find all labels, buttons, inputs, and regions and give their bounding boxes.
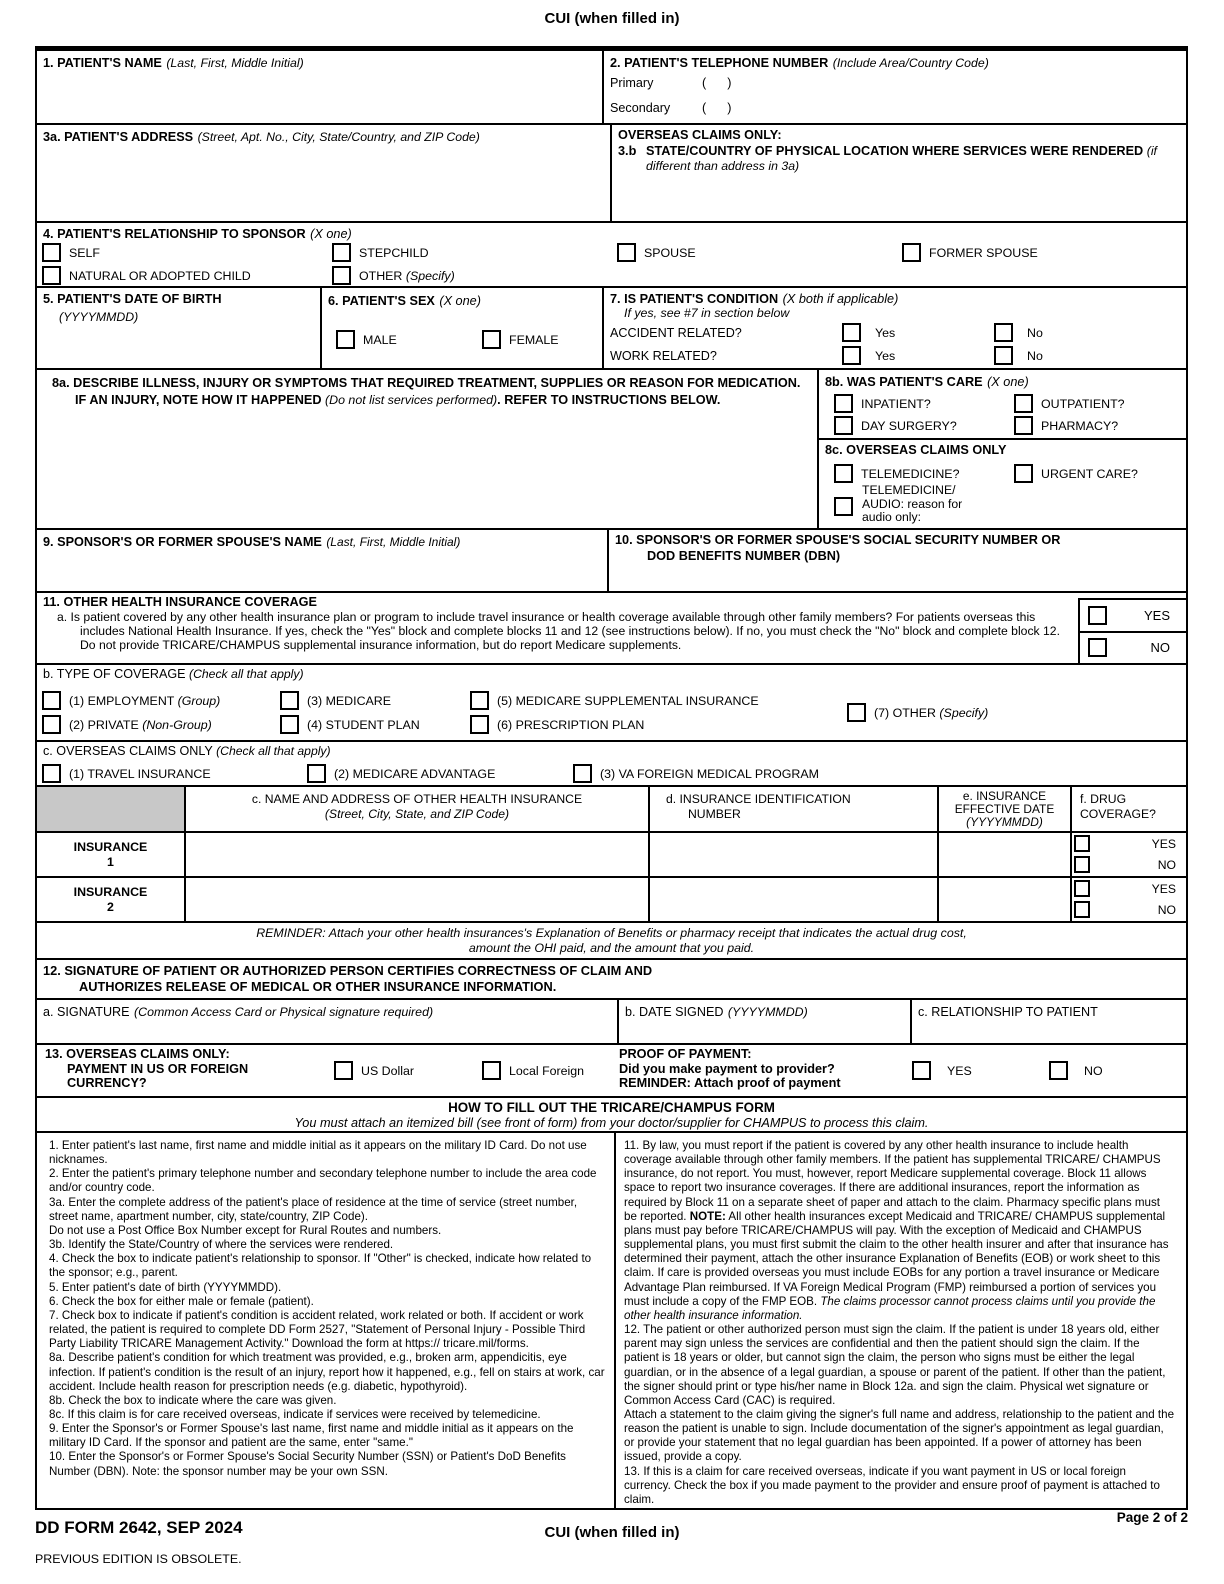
female-checkbox[interactable] [482, 330, 501, 349]
option-us-dollar[interactable] [334, 1061, 414, 1080]
block7-hint: (X both if applicable) [782, 292, 899, 306]
insurance-1-drug-yes-option[interactable] [1072, 833, 1186, 854]
option-student-plan[interactable] [280, 715, 420, 734]
patient-telephone-field[interactable] [602, 51, 1186, 123]
instruction-paragraph: 10. Enter the Sponsor's or Former Spouse's Social Security Number (SSN) or Patient's DoD Benefits Number (DBN). Note: the sponsor number may be your own SSN. [49, 1450, 566, 1478]
instruction-paragraph: 12. The patient or other authorized person must sign the claim. If the patient is under 18 years old, either parent may sign unless the services are confidential and then the patient should sign the claim. If the patient is 18 years or older, but cannot sign the claim, the person who signs must be either the legal guardian, or in the absence of a legal guardian, a spouse or parent of the patient. If other than the patient, the signer should print or type his/her name in Block 12a. and sign the claim. Physical wet signature or Common Access Card (CAC) is required. [624, 1323, 1166, 1407]
option-pharmacy[interactable] [1014, 416, 1118, 435]
how-to-title: HOW TO FILL OUT THE TRICARE/CHAMPUS FORM [448, 1100, 775, 1115]
col-header-name-address: c. NAME AND ADDRESS OF OTHER HEALTH INSURANCE (Street, City, State, and ZIP Code) [184, 787, 648, 831]
instruction-paragraph: 9. Enter the Sponsor's or Former Spouse's last name, first name and middle initial as it appears on the military ID Card. If the sponsor and patient are the same, enter "same." [49, 1422, 574, 1450]
form-id: DD FORM 2642, SEP 2024 [35, 1518, 243, 1537]
instruction-paragraph: 4. Check the box to indicate patient's relationship to sponsor. If "Other" is checked, indicate how related to the sponsor; e.g., parent. [49, 1252, 592, 1280]
block1-hint: (Last, First, Middle Initial) [166, 56, 304, 70]
telemedicine-audio-checkbox[interactable] [834, 497, 853, 516]
primary-paren: ( ) [702, 76, 732, 90]
urgent-care-checkbox[interactable] [1014, 464, 1033, 483]
primary-phone-line[interactable] [610, 76, 731, 90]
col-header-insurance-id: d. INSURANCE IDENTIFICATION NUMBER [648, 787, 937, 831]
patient-sex-cell [320, 288, 602, 368]
accident-yes-checkbox[interactable] [842, 323, 861, 342]
other-relationship-label: OTHER (Specify) [359, 268, 455, 283]
instruction-paragraph: 11. By law, you must report if the patient is covered by any other health insurance to include health coverage available through other family members. If the patient has supplemental TRICARE/ CHAMPUS insurance, do not report. You must, however, report Medicare supplemental coverage. Block 11 allows space to report two insurance coverages. If there are additional insurances, report the information as required by Block 11 on a separate sheet of paper and attach to the claim. Pharmacy specific plans must be reported. NOTE: All other health insurances except Medicaid and TRICARE/ CHAMPUS supplemental plans must pay before TRICARE/CHAMPUS will pay. With the exception of Medicaid and CHAMPUS supplemental plans, you must first submit the claim to the other health insurer and after that insurance has determined their payment, attach the other insurance Explanation of Benefits (EOB) or work sheet to this claim. If care is provided overseas you must include EOBs for any portion a travel insurance or Medicare Advantage Plan reimbursed. If VA Foreign Medical Program (FMP) reimbursed a portion of services you must include a copy of the FMP EOB. The claims processor cannot process claims until you provide the other health insurance information. [624, 1139, 1169, 1322]
insurance-2-drug-yes-option[interactable] [1072, 878, 1186, 899]
option-male[interactable] [336, 330, 397, 349]
student-plan-checkbox[interactable] [280, 715, 299, 734]
row-4-relationship [37, 221, 1186, 286]
block12-line1: 12. SIGNATURE OF PATIENT OR AUTHORIZED PERSON CERTIFIES CORRECTNESS OF CLAIM AND [43, 963, 653, 978]
payment-no-option[interactable] [1049, 1061, 1103, 1080]
block1-label: 1. PATIENT'S NAME [43, 56, 162, 70]
insurance-2-id-field[interactable] [648, 878, 937, 921]
col-header-effective-date: e. INSURANCE EFFECTIVE DATE (YYYYMMDD) [937, 787, 1070, 831]
date-signed-field[interactable] [617, 1000, 910, 1043]
va-foreign-medical-checkbox[interactable] [573, 764, 592, 783]
sponsor-ssn-field[interactable] [607, 530, 1186, 591]
instruction-paragraph: 1. Enter patient's last name, first name and middle initial as it appears on the military ID Card. Do not use nicknames. [49, 1139, 587, 1167]
insurance-1-drug-yes-checkbox[interactable] [1074, 835, 1090, 852]
row-11a [37, 591, 1186, 663]
medicare-supplemental-checkbox[interactable] [470, 691, 489, 710]
option-employment[interactable] [42, 691, 220, 710]
relationship-to-patient-field[interactable] [910, 1000, 1186, 1043]
block4-label: 4. PATIENT'S RELATIONSHIP TO SPONSOR [43, 227, 306, 241]
insurance-1-name-address-field[interactable] [184, 833, 648, 876]
ohi-yes-label: YES [1143, 607, 1170, 623]
signature-field[interactable] [37, 1000, 617, 1043]
reminder-row [37, 921, 1186, 958]
block3b-number: 3.b [618, 143, 637, 158]
option-medicare[interactable] [280, 691, 391, 710]
instruction-paragraph: 3b. Identify the State/Country of where the services were rendered. [49, 1238, 394, 1252]
payment-yes-checkbox[interactable] [912, 1061, 931, 1080]
option-medicare-advantage[interactable] [307, 764, 495, 783]
other-coverage-checkbox[interactable] [847, 703, 866, 722]
us-dollar-checkbox[interactable] [334, 1061, 353, 1080]
private-checkbox[interactable] [42, 715, 61, 734]
work-yes-checkbox[interactable] [842, 346, 861, 365]
block2-label: 2. PATIENT'S TELEPHONE NUMBER [610, 56, 829, 70]
block11b-hint: (Check all that apply) [189, 667, 304, 681]
medicare-advantage-checkbox[interactable] [307, 764, 326, 783]
insurance-1-drug-no-checkbox[interactable] [1074, 856, 1090, 873]
medicare-supplemental-label: (5) MEDICARE SUPPLEMENTAL INSURANCE [497, 693, 759, 708]
instruction-paragraph: 8a. Describe patient's condition for which treatment was provided, e.g., broken arm, appendicitis, eye infection. If patient's condition is the result of an injury, report how it happened, e.g., fell on stairs at work, car accident. Include health reason for prescription needs (e.g. diabetic, hypothyroid). [49, 1351, 605, 1393]
accident-yes-label: Yes [875, 325, 896, 340]
overseas-location-field[interactable] [610, 125, 1186, 221]
spouse-checkbox[interactable] [617, 243, 636, 262]
row-13 [37, 1043, 1186, 1096]
instruction-paragraph: 8b. Check the box to indicate where the care was given. [49, 1393, 337, 1407]
block3b-overseas-label: OVERSEAS CLAIMS ONLY: [618, 128, 782, 142]
instruction-paragraph: 8c. If this claim is for care received overseas, indicate if services were received by telemedicine. [49, 1407, 541, 1421]
block9-label: 9. SPONSOR'S OR FORMER SPOUSE'S NAME [43, 535, 322, 549]
stepchild-label: STEPCHILD [359, 245, 429, 260]
natural-adopted-child-checkbox[interactable] [42, 266, 61, 285]
instruction-paragraph: Attach a statement to the claim giving the signer's full name and address, relationship to the patient and the reason the patient is unable to sign. Include documentation of the signer's appointment as legal guardian, or provide your statement that no legal guardian has been appointed. If a power of attorney has been issued, provide a copy. [624, 1407, 1175, 1464]
option-other-coverage[interactable] [847, 703, 988, 722]
relationship-cell [37, 223, 1186, 286]
previous-edition-note: PREVIOUS EDITION IS OBSOLETE. [35, 1552, 242, 1566]
accident-no-option[interactable] [994, 323, 1043, 342]
former-spouse-checkbox[interactable] [902, 243, 921, 262]
row-9-10 [37, 528, 1186, 591]
option-day-surgery[interactable] [834, 416, 957, 435]
row-11c [37, 740, 1186, 785]
ohi-yes-checkbox[interactable] [1088, 606, 1107, 625]
block7-subnote: If yes, see #7 in section below [624, 306, 790, 320]
prescription-plan-label: (6) PRESCRIPTION PLAN [497, 717, 645, 732]
signature-label: a. SIGNATURE [43, 1005, 130, 1019]
block9-hint: (Last, First, Middle Initial) [326, 535, 461, 549]
proof-of-payment-label: PROOF OF PAYMENT: Did you make payment to provider? REMINDER: Attach proof of payment [619, 1047, 841, 1090]
row-12-abc [37, 998, 1186, 1043]
block8b-section [819, 370, 1186, 440]
va-foreign-medical-label: (3) VA FOREIGN MEDICAL PROGRAM [600, 766, 819, 781]
block10-line1: 10. SPONSOR'S OR FORMER SPOUSE'S SOCIAL SECURITY NUMBER OR [615, 533, 1061, 547]
accident-yes-option[interactable] [842, 323, 895, 342]
block7-label: 7. IS PATIENT'S CONDITION [610, 292, 779, 306]
patient-address-field[interactable] [37, 125, 610, 221]
dd-form-2642 [35, 46, 1188, 1510]
option-stepchild[interactable] [332, 243, 429, 262]
option-telemedicine[interactable] [834, 464, 959, 483]
work-no-checkbox[interactable] [994, 346, 1013, 365]
inpatient-label: INPATIENT? [861, 396, 931, 411]
option-inpatient[interactable] [834, 394, 931, 413]
block3b-label: STATE/COUNTRY OF PHYSICAL LOCATION WHERE SERVICES WERE RENDERED (if different than address in 3a) [646, 143, 1157, 173]
urgent-care-label: URGENT CARE? [1041, 466, 1138, 481]
pharmacy-label: PHARMACY? [1041, 418, 1119, 433]
telemedicine-audio-label: TELEMEDICINE/ AUDIO: reason for audio only: [862, 483, 963, 524]
signature-heading-cell [37, 960, 1186, 998]
medicare-label: (3) MEDICARE [307, 693, 391, 708]
option-travel-insurance[interactable] [42, 764, 211, 783]
travel-insurance-checkbox[interactable] [42, 764, 61, 783]
other-coverage-label: (7) OTHER (Specify) [874, 705, 989, 720]
date-signed-hint: (YYYYMMDD) [727, 1005, 808, 1019]
row-5-6-7 [37, 286, 1186, 368]
prescription-plan-checkbox[interactable] [470, 715, 489, 734]
instruction-paragraph: Do not use a Post Office Box Number except for Rural Routes and numbers. [49, 1223, 442, 1237]
accident-related-label: ACCIDENT RELATED? [610, 326, 742, 340]
insurance-2-drug-no-label: NO [1157, 902, 1176, 917]
other-relationship-checkbox[interactable] [332, 266, 351, 285]
option-local-foreign[interactable] [482, 1061, 584, 1080]
other-insurance-cell [37, 593, 1186, 663]
care-type-cell [817, 370, 1186, 528]
option-urgent-care[interactable] [1014, 464, 1138, 483]
block2-hint: (Include Area/Country Code) [832, 56, 989, 70]
medicare-advantage-label: (2) MEDICARE ADVANTAGE [334, 766, 496, 781]
travel-insurance-label: (1) TRAVEL INSURANCE [69, 766, 211, 781]
employment-checkbox[interactable] [42, 691, 61, 710]
page-number: Page 2 of 2 [1116, 1510, 1188, 1525]
option-outpatient[interactable] [1014, 394, 1125, 413]
secondary-paren: ( ) [702, 101, 732, 115]
former-spouse-label: FORMER SPOUSE [929, 245, 1038, 260]
self-checkbox[interactable] [42, 243, 61, 262]
block3a-label: 3a. PATIENT'S ADDRESS [43, 130, 194, 144]
instruction-paragraph: 7. Check box to indicate if patient's condition is accident related, work related or both. If accident or work related, the patient is required to complete DD Form 2527, "Statement of Personal Injury - Possible Third Party Liability TRICARE Management Activity." Download the form at https:// tricare.mil/forms. [49, 1308, 586, 1351]
female-label: FEMALE [509, 332, 559, 347]
insurance-2-drug-no-option[interactable] [1072, 899, 1186, 920]
spouse-label: SPOUSE [644, 245, 696, 260]
option-female[interactable] [482, 330, 559, 349]
cui-banner-bottom: CUI (when filled in) [544, 1524, 680, 1541]
reminder-line1: REMINDER: Attach your other health insurances's Explanation of Benefits or pharmacy receipt that indicates the actual drug cost, [256, 926, 967, 940]
block6-label: 6. PATIENT'S SEX [328, 294, 435, 308]
instruction-paragraph: 5. Enter patient's date of birth (YYYYMMDD). [49, 1280, 282, 1294]
accident-no-checkbox[interactable] [994, 323, 1013, 342]
work-no-label: No [1027, 348, 1043, 363]
type-of-coverage-cell [37, 665, 1186, 740]
block8c-section [819, 440, 1186, 526]
insurance-1-drug-no-option[interactable] [1072, 854, 1186, 875]
cui-banner-top: CUI (when filled in) [544, 10, 680, 27]
student-plan-label: (4) STUDENT PLAN [307, 717, 420, 732]
block5-label: 5. PATIENT'S DATE OF BIRTH [43, 292, 222, 306]
payment-no-checkbox[interactable] [1049, 1061, 1068, 1080]
insurance-2-name-address-field[interactable] [184, 878, 648, 921]
work-related-label: WORK RELATED? [610, 349, 717, 363]
option-telemedicine-audio[interactable] [834, 484, 962, 525]
how-to-header-cell [37, 1098, 1186, 1131]
local-foreign-label: Local Foreign [509, 1063, 585, 1078]
insurance-1-drug-no-label: NO [1157, 857, 1176, 872]
col-header-drug-coverage: f. DRUG COVERAGE? [1070, 787, 1186, 831]
reminder-line2: amount the OHI paid, and the amount that you paid. [468, 941, 755, 955]
insurance-1-drug-yes-label: YES [1151, 836, 1176, 851]
employment-label: (1) EMPLOYMENT (Group) [69, 693, 221, 708]
table-corner-cell [37, 787, 184, 831]
option-private[interactable] [42, 715, 212, 734]
option-other-relationship[interactable] [332, 266, 455, 285]
option-va-foreign-medical[interactable] [573, 764, 819, 783]
insurance-2-drug-yes-checkbox[interactable] [1074, 880, 1090, 897]
block8a-label: 8a. DESCRIBE ILLNESS, INJURY OR SYMPTOMS THAT REQUIRED TREATMENT, SUPPLIES OR REASON FOR MEDICATION. IF AN INJURY, NOTE HOW IT HAPPENED (Do not list services performed). REFER TO INSTRUCTIONS BELOW. [52, 376, 801, 407]
block13-label: 13. OVERSEAS CLAIMS ONLY: PAYMENT IN US OR FOREIGN CURRENCY? [45, 1047, 249, 1090]
male-label: MALE [363, 332, 397, 347]
instructions-left-column [37, 1133, 614, 1508]
illness-description-field[interactable] [37, 370, 817, 528]
telemedicine-checkbox[interactable] [834, 464, 853, 483]
private-label: (2) PRIVATE (Non-Group) [69, 717, 212, 732]
payment-yes-label: YES [947, 1063, 972, 1078]
block5-hint: (YYYYMMDD) [59, 309, 139, 324]
sponsor-name-field[interactable] [37, 530, 607, 591]
date-of-birth-field[interactable] [37, 288, 320, 368]
insurance-2-drug-yes-label: YES [1151, 881, 1176, 896]
primary-label: Primary [610, 76, 654, 90]
option-self[interactable] [42, 243, 100, 262]
natural-adopted-child-label: NATURAL OR ADOPTED CHILD [69, 268, 251, 283]
payment-no-label: NO [1084, 1063, 1103, 1078]
row-11b [37, 663, 1186, 740]
instruction-paragraph: 2. Enter the patient's primary telephone number and secondary telephone number to include the area code and/or country code. [49, 1167, 597, 1195]
block8b-hint: (X one) [987, 375, 1029, 389]
date-signed-label: b. DATE SIGNED [625, 1005, 724, 1019]
block11c-hint: (Check all that apply) [216, 744, 331, 758]
block4-hint: (X one) [310, 227, 352, 241]
insurance-1-row [37, 831, 1186, 876]
block11c-label: c. OVERSEAS CLAIMS ONLY [43, 744, 213, 758]
signature-hint: (Common Access Card or Physical signature required) [134, 1005, 434, 1019]
block11-paragraph: a. Is patient covered by any other health insurance plan or program to include travel insurance or health coverage available through other family members? For patients overseas this includes National Health Insurance. If yes, check the "Yes" block and complete blocks 11 and 12 (see instructions below). If no, you must check the "No" block and complete block 12. Do not provide TRICARE/CHAMPUS supplemental insurance information, but do report Medicare supplements. [57, 610, 1060, 653]
reminder-cell [37, 923, 1186, 958]
medicare-checkbox[interactable] [280, 691, 299, 710]
instructions-right-column [614, 1133, 1186, 1508]
insurance-table-header [37, 785, 1186, 831]
pharmacy-checkbox[interactable] [1014, 416, 1033, 435]
patient-name-field[interactable] [37, 51, 602, 123]
patient-condition-cell [602, 288, 1186, 368]
inpatient-checkbox[interactable] [834, 394, 853, 413]
insurance-1-id-field[interactable] [648, 833, 937, 876]
insurance-1-drug-coverage-cell [1070, 833, 1186, 876]
male-checkbox[interactable] [336, 330, 355, 349]
option-former-spouse[interactable] [902, 243, 1038, 262]
local-foreign-checkbox[interactable] [482, 1061, 501, 1080]
block11-label: 11. OTHER HEALTH INSURANCE COVERAGE [43, 595, 317, 609]
day-surgery-checkbox[interactable] [834, 416, 853, 435]
block6-hint: (X one) [439, 294, 481, 308]
insurance-2-effective-date-field[interactable] [937, 878, 1070, 921]
block12-line2: AUTHORIZES RELEASE OF MEDICAL OR OTHER INSURANCE INFORMATION. [79, 979, 557, 994]
block11-yes-no-box [1078, 598, 1186, 663]
ohi-no-checkbox[interactable] [1088, 638, 1107, 657]
outpatient-label: OUTPATIENT? [1041, 396, 1125, 411]
block8c-label: 8c. OVERSEAS CLAIMS ONLY [825, 443, 1007, 457]
option-spouse[interactable] [617, 243, 696, 262]
insurance-2-label: INSURANCE 2 [73, 885, 148, 914]
insurance-1-label: INSURANCE 1 [73, 840, 148, 869]
insurance-1-effective-date-field[interactable] [937, 833, 1070, 876]
row-12-heading [37, 958, 1186, 998]
option-natural-adopted-child[interactable] [42, 266, 251, 285]
payment-yes-option[interactable] [912, 1061, 972, 1080]
row-8 [37, 368, 1186, 528]
self-label: SELF [69, 245, 100, 260]
instruction-paragraph: 3a. Enter the complete address of the patient's place of residence at the time of service (street number, street name, apartment number, city, state/country, ZIP Code). [49, 1195, 578, 1223]
instruction-paragraph: 6. Check the box for either male or female (patient). [49, 1294, 314, 1308]
secondary-label: Secondary [610, 101, 671, 115]
secondary-phone-line[interactable] [610, 101, 731, 115]
insurance-2-drug-no-checkbox[interactable] [1074, 901, 1090, 918]
block10-line2: DOD BENEFITS NUMBER (DBN) [647, 548, 841, 563]
work-yes-option[interactable] [842, 346, 895, 365]
insurance-2-drug-coverage-cell [1070, 878, 1186, 921]
how-to-subtitle: You must attach an itemized bill (see front of form) from your doctor/supplier for CHAMPUS to process this claim. [294, 1116, 929, 1130]
work-yes-label: Yes [875, 348, 896, 363]
ohi-no-label: NO [1150, 640, 1170, 656]
how-to-header-row [37, 1096, 1186, 1131]
ohi-yes-option[interactable] [1080, 600, 1186, 631]
overseas-payment-cell [37, 1045, 1186, 1096]
block11b-label: b. TYPE OF COVERAGE [43, 667, 186, 681]
telemedicine-label: TELEMEDICINE? [861, 466, 960, 481]
block8b-label: 8b. WAS PATIENT'S CARE [825, 375, 983, 389]
row-2 [37, 123, 1186, 221]
ohi-no-option[interactable] [1080, 631, 1186, 664]
us-dollar-label: US Dollar [361, 1063, 415, 1078]
block3a-hint: (Street, Apt. No., City, State/Country, and ZIP Code) [197, 130, 480, 144]
day-surgery-label: DAY SURGERY? [861, 418, 957, 433]
option-medicare-supplemental[interactable] [470, 691, 759, 710]
accident-no-label: No [1027, 325, 1043, 340]
row-1 [37, 51, 1186, 123]
overseas-coverage-cell [37, 742, 1186, 785]
instructions-row [37, 1131, 1186, 1508]
insurance-2-row [37, 876, 1186, 921]
stepchild-checkbox[interactable] [332, 243, 351, 262]
instruction-paragraph: 13. If this is a claim for care received overseas, indicate if you want payment in US or local foreign currency. Check the box if you made payment to the provider and ensure proof of payment is attached to claim. [624, 1464, 1160, 1506]
relationship-to-patient-label: c. RELATIONSHIP TO PATIENT [918, 1005, 1098, 1019]
work-no-option[interactable] [994, 346, 1043, 365]
outpatient-checkbox[interactable] [1014, 394, 1033, 413]
option-prescription-plan[interactable] [470, 715, 644, 734]
